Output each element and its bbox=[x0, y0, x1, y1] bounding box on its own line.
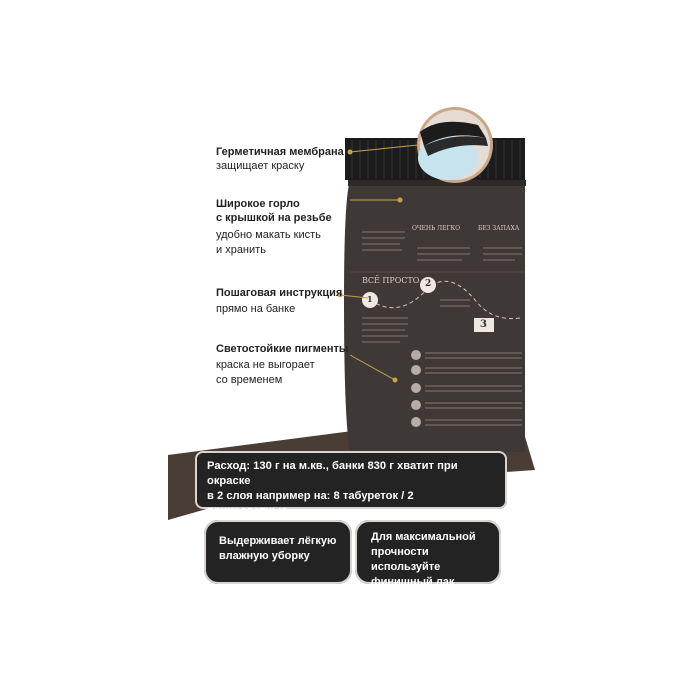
coverage-info-box bbox=[195, 451, 507, 517]
callout-desc-line-1: удобно макать кисть bbox=[216, 229, 321, 241]
jar-body bbox=[344, 180, 525, 452]
callout-desc-line-2: со временем bbox=[216, 374, 283, 386]
callout-title: Светостойкие пигменты bbox=[216, 343, 349, 355]
callout-title: Пошаговая инструкция bbox=[216, 287, 343, 299]
cleaning-info-box bbox=[204, 520, 352, 584]
varnish-info-box bbox=[355, 520, 501, 588]
jar-section-title: ВСЁ ПРОСТО bbox=[362, 276, 420, 285]
callout-desc-line-2: и хранить bbox=[216, 244, 266, 256]
callout-title: Герметичная мембрана bbox=[216, 146, 344, 158]
callout-wide-neck bbox=[216, 197, 332, 258]
callout-desc-line-1: краска не выгорает bbox=[216, 359, 315, 371]
varnish-line-3: финишный лак bbox=[371, 576, 455, 588]
callout-instruction bbox=[216, 286, 342, 317]
coverage-line-1: Расход: 130 г на м.кв., банки 830 г хватит при окраске bbox=[207, 460, 458, 487]
coverage-line-2: в 2 слоя например на: 8 табуреток / 2 прикроватные bbox=[207, 490, 414, 517]
varnish-line-2: прочности используйте bbox=[371, 546, 441, 573]
step-1: 1 bbox=[367, 294, 373, 304]
step-2: 2 bbox=[425, 279, 432, 289]
cleaning-line-1: Выдерживает лёгкую bbox=[219, 535, 337, 547]
callout-title-line-1: Широкое горло bbox=[216, 198, 300, 210]
jar-header-easy: ОЧЕНЬ ЛЕГКО bbox=[412, 225, 461, 232]
callout-pigments bbox=[216, 342, 348, 388]
jar-header-no-smell: БЕЗ ЗАПАХА bbox=[478, 225, 520, 232]
step-3: 3 bbox=[480, 319, 487, 330]
callout-desc: защищает краску bbox=[216, 160, 305, 172]
varnish-line-1: Для максимальной bbox=[371, 531, 476, 543]
membrane-detail-circle bbox=[417, 107, 493, 183]
callout-desc: прямо на банке bbox=[216, 303, 296, 315]
callout-title-line-2: с крышкой на резьбе bbox=[216, 212, 332, 224]
cleaning-line-2: влажную уборку bbox=[219, 550, 310, 562]
callout-membrane bbox=[216, 145, 344, 174]
